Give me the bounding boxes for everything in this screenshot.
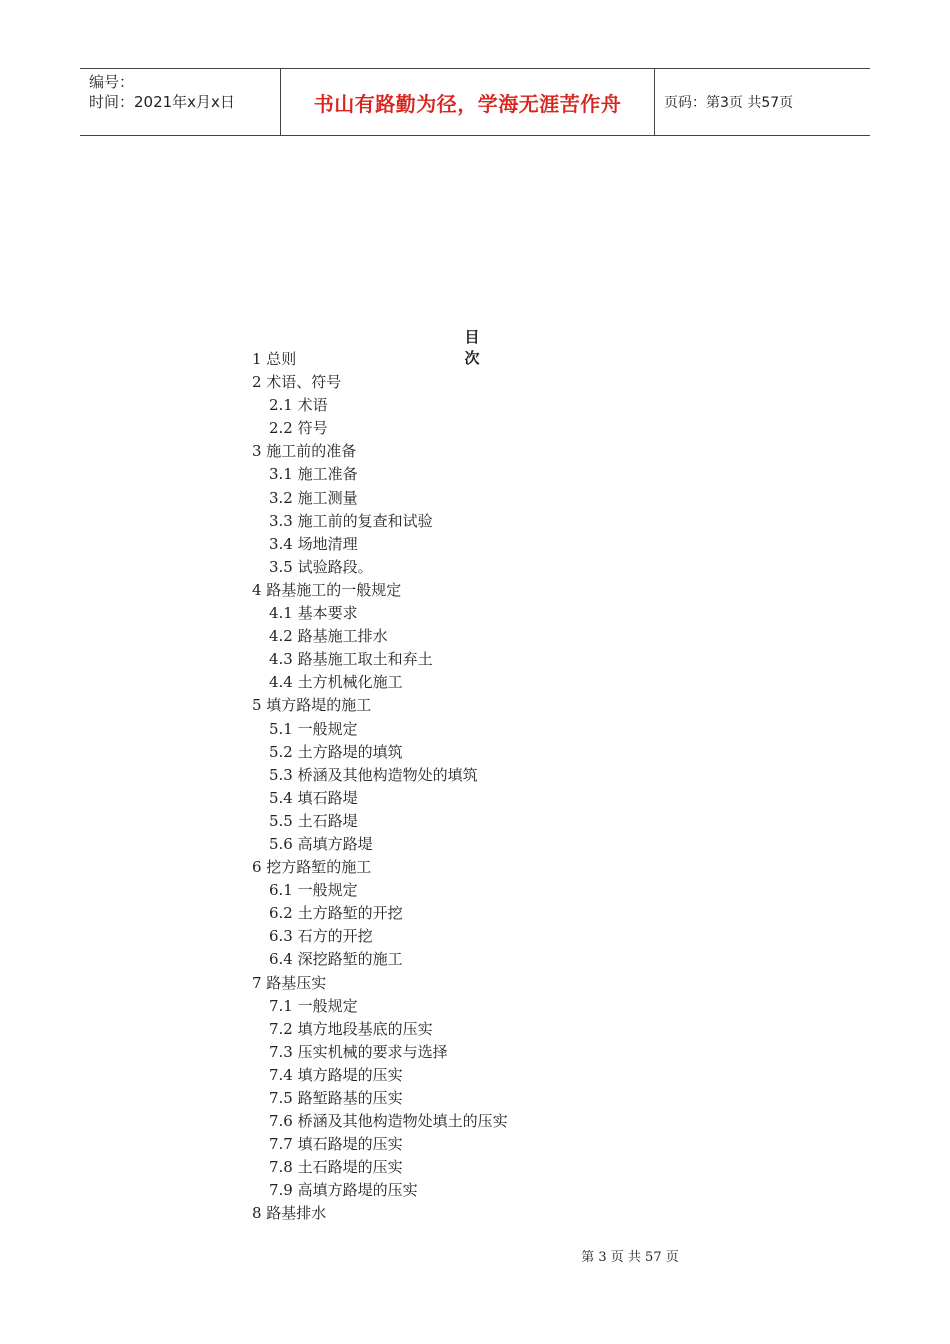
toc-section-entry: 8 路基排水 bbox=[252, 1204, 327, 1223]
toc-section-entry: 4 路基施工的一般规定 bbox=[252, 580, 402, 599]
toc-subsection-entry: 7.1 一般规定 bbox=[269, 996, 358, 1015]
toc-section-entry: 3 施工前的准备 bbox=[252, 442, 357, 461]
toc-subsection-entry: 7.7 填石路堤的压实 bbox=[269, 1135, 403, 1154]
toc-section-entry: 1 总则 bbox=[252, 350, 297, 368]
toc-title: 目 次 bbox=[464, 328, 512, 367]
document-date-label: 时间：2021年x月x日 bbox=[89, 93, 235, 111]
toc-subsection-entry: 3.3 施工前的复查和试验 bbox=[269, 511, 433, 530]
toc-subsection-entry: 5.4 填石路堤 bbox=[269, 788, 358, 807]
toc-subsection-entry: 6.3 石方的开挖 bbox=[269, 927, 373, 946]
toc-subsection-entry: 4.1 基本要求 bbox=[269, 604, 358, 623]
toc-section-entry: 6 挖方路堑的施工 bbox=[252, 858, 372, 877]
toc-subsection-entry: 5.6 高填方路堤 bbox=[269, 834, 373, 853]
toc-subsection-entry: 6.4 深挖路堑的施工 bbox=[269, 950, 403, 969]
toc-subsection-entry: 7.5 路堑路基的压实 bbox=[269, 1089, 403, 1107]
toc-subsection-entry: 5.5 土石路堤 bbox=[269, 811, 358, 830]
header-page-info: 页码：第3页 共57页 bbox=[664, 95, 794, 111]
toc-section-entry: 7 路基压实 bbox=[252, 973, 327, 992]
toc-subsection-entry: 4.2 路基施工排水 bbox=[269, 627, 388, 646]
document-number-label: 编号： bbox=[89, 73, 135, 91]
page-footer: 第 3 页 共 57 页 bbox=[581, 1250, 679, 1265]
toc-subsection-entry: 7.8 土石路堤的压实 bbox=[269, 1158, 403, 1177]
toc-subsection-entry: 5.1 一般规定 bbox=[269, 719, 358, 738]
table-of-contents bbox=[252, 348, 508, 1226]
toc-section-entry: 5 填方路堤的施工 bbox=[252, 696, 372, 715]
toc-subsection-entry: 7.2 填方地段基底的压实 bbox=[269, 1019, 433, 1038]
toc-subsection-entry: 3.2 施工测量 bbox=[269, 488, 358, 507]
header-motto: 书山有路勤为径，学海无涯苦作舟 bbox=[281, 69, 655, 135]
toc-subsection-entry: 2.1 术语 bbox=[269, 396, 328, 415]
toc-subsection-entry: 5.3 桥涵及其他构造物处的填筑 bbox=[269, 765, 478, 784]
toc-subsection-entry: 3.4 场地清理 bbox=[269, 534, 358, 553]
toc-subsection-entry: 7.9 高填方路堤的压实 bbox=[269, 1181, 418, 1200]
toc-section-entry: 2 术语、符号 bbox=[252, 373, 342, 392]
toc-subsection-entry: 7.3 压实机械的要求与选择 bbox=[269, 1042, 448, 1061]
toc-subsection-entry: 2.2 符号 bbox=[269, 419, 328, 438]
toc-subsection-entry: 7.6 桥涵及其他构造物处填土的压实 bbox=[269, 1112, 508, 1131]
toc-subsection-entry: 6.2 土方路堑的开挖 bbox=[269, 904, 403, 923]
toc-subsection-entry: 6.1 一般规定 bbox=[269, 881, 358, 900]
toc-subsection-entry: 4.3 路基施工取土和弃土 bbox=[269, 650, 433, 669]
page-header bbox=[80, 68, 870, 136]
toc-subsection-entry: 4.4 土方机械化施工 bbox=[269, 673, 403, 692]
toc-subsection-entry: 7.4 填方路堤的压实 bbox=[269, 1065, 403, 1084]
header-meta bbox=[80, 69, 281, 135]
toc-subsection-entry: 5.2 土方路堤的填筑 bbox=[269, 742, 403, 761]
toc-subsection-entry: 3.1 施工准备 bbox=[269, 465, 358, 484]
toc-subsection-entry: 3.5 试验路段。 bbox=[269, 557, 373, 576]
